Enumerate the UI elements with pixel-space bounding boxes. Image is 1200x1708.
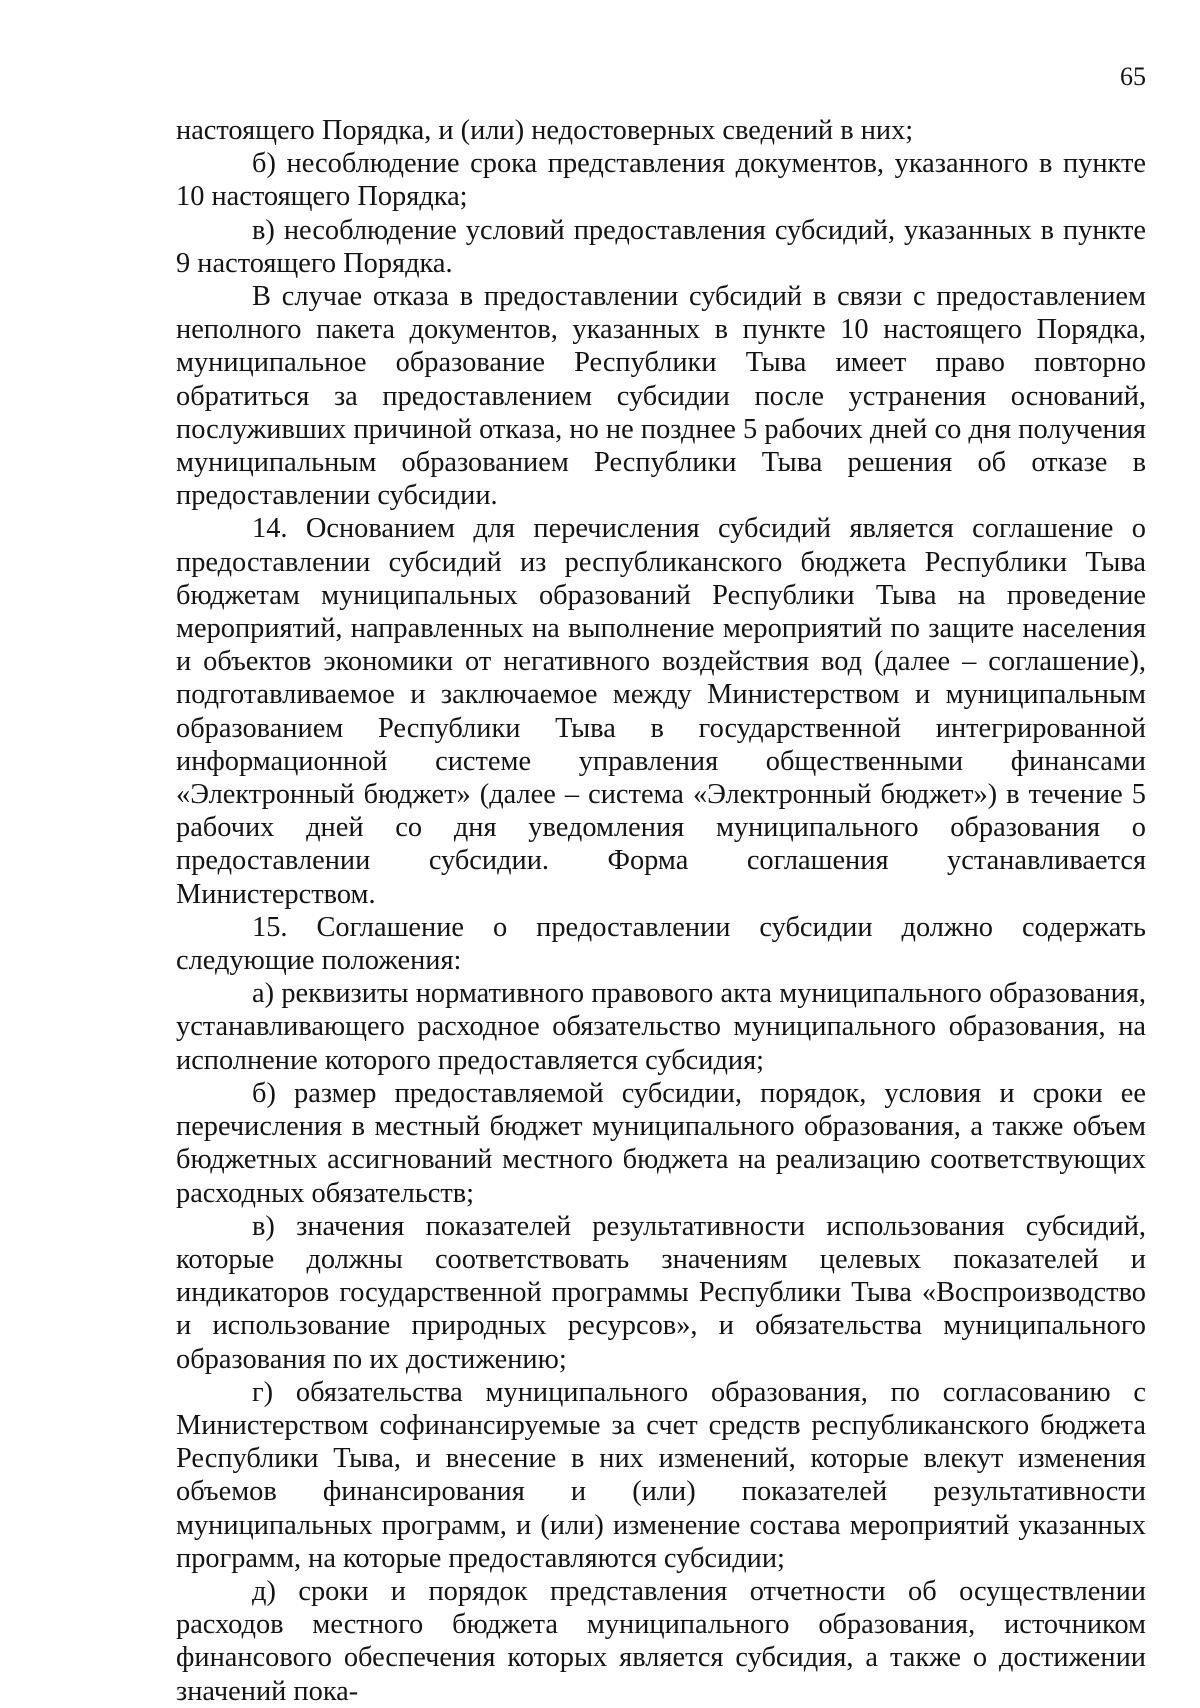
paragraph-item-v-indicators: в) значения показателей результативности использования субсидий, которые должны соответствовать значениям целевых показателей и индикаторов государственной программы Республики Тыва «Воспроизводство и использование природных ресурсов», и обязательства муниципального образования по их достижению; [176, 1210, 1146, 1375]
paragraph-14-agreement-basis: 14. Основанием для перечисления субсидий является соглашение о предоставлении субсидий из республиканского бюджета Республики Тыва бюджетам муниципальных образований Республики Тыва на проведение мероприятий, направленных на выполнение мероприятий по защите населения и объектов экономики от негативного воздействия вод (далее – соглашение), подготавливаемое и заключаемое между Министерством и муниципальным образованием Республики Тыва в государственной интегрированной информационной системе управления общественными финансами «Электронный бюджет» (далее – система «Электронный бюджет») в течение 5 рабочих дней со дня уведомления муниципального образования о предоставлении субсидии. Форма соглашения устанавливается Министерством. [176, 513, 1146, 910]
paragraph-item-d-reporting: д) сроки и порядок представления отчетности об осуществлении расходов местного бюджета муниципального образования, источником финансового обеспечения которых является субсидия, а также о достижении значений пока- [176, 1575, 1146, 1707]
paragraph-item-v-conditions: в) несоблюдение условий предоставления субсидий, указанных в пункте 9 настоящего Порядка. [176, 214, 1146, 279]
paragraph-item-b-deadline: б) несоблюдение срока представления документов, указанного в пункте 10 настоящего Порядка; [176, 148, 1146, 213]
document-body [176, 114, 1146, 1708]
paragraph-continuation: настоящего Порядка, и (или) недостоверных сведений в них; [176, 115, 914, 146]
paragraph-item-g-obligations: г) обязательства муниципального образования, по согласованию с Министерством софинансируемые за счет средств республиканского бюджета Республики Тыва, и внесение в них изменений, которые влекут изменения объемов финансирования и (или) показателей результативности муниципальных программ, и (или) изменение состава мероприятий указанных программ, на которые предоставляются субсидии; [176, 1376, 1146, 1574]
paragraph-refusal-resubmission: В случае отказа в предоставлении субсидий в связи с предоставлением неполного пакета документов, указанных в пункте 10 настоящего Порядка, муниципальное образование Республики Тыва имеет право повторно обратиться за предоставлением субсидии после устранения оснований, послуживших причиной отказа, но не позднее 5 рабочих дней со дня получения муниципальным образованием Республики Тыва решения об отказе в предоставлении субсидии. [176, 281, 1146, 512]
paragraph-item-b-subsidy-size: б) размер предоставляемой субсидии, порядок, условия и сроки ее перечисления в местный бюджет муниципального образования, а также объем бюджетных ассигнований местного бюджета на реализацию соответствующих расходных обязательств; [176, 1077, 1146, 1209]
paragraph-15-agreement-contents: 15. Соглашение о предоставлении субсидии должно содержать следующие положения: [176, 911, 1146, 977]
page-number: 65 [1120, 62, 1146, 91]
paragraph-item-a-requisites: а) реквизиты нормативного правового акта муниципального образования, устанавливающего расходное обязательство муниципального образования, на исполнение которого предоставляется субсидия; [176, 978, 1146, 1076]
